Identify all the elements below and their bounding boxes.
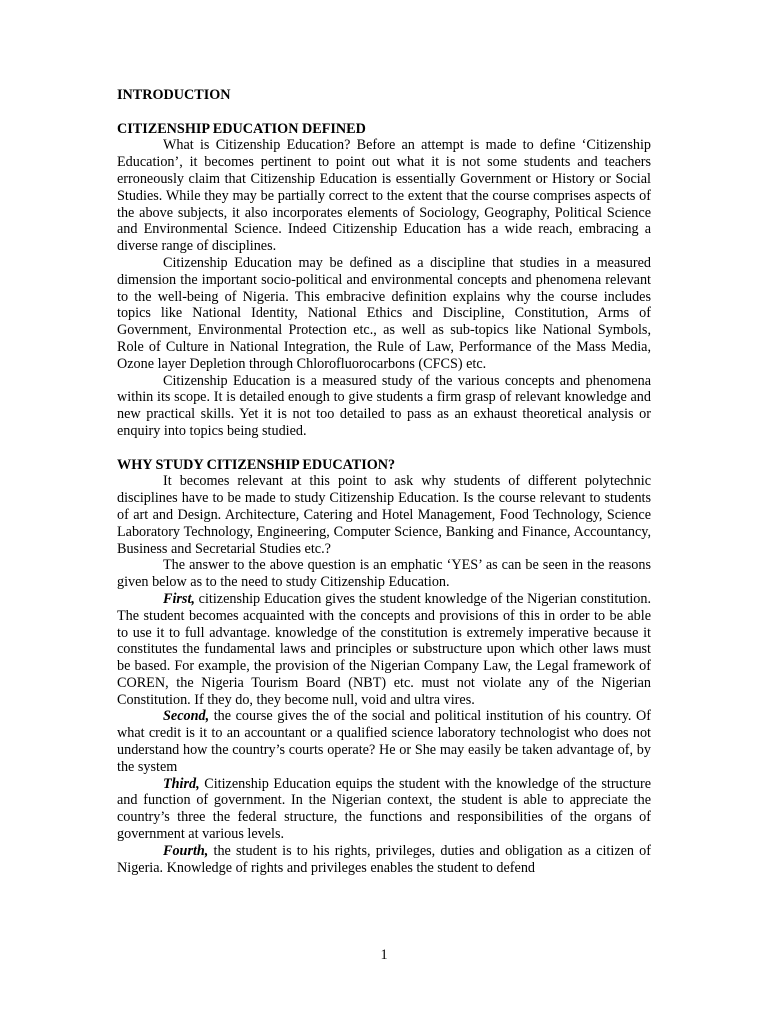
reason-text: Citizenship Education equips the student with the knowledge of the structure and function of government. In the Nigerian context, the student is able to appreciate the country’s three the federal structure, the functions and responsibilities of the organs of government at various levels. [117,775,651,843]
body-paragraph: Citizenship Education is a measured study of the various concepts and phenomena within its scope. It is detailed enough to give students a firm grasp of relevant knowledge and new practical skills. Yet it is not too detailed to pass as an exhaust theoretical analysis or enquiry into topics being studied. [117,372,651,439]
reason-lead: Second, [163,708,210,725]
reason-text: the course gives the of the social and political institution of his country. Of what credit is it to an accountant or a qualified science laboratory technologist who does not understand how the country’s courts operate? He or She may easily be taken advantage of, by the system [117,708,651,775]
reason-paragraph [117,708,651,775]
reason-paragraph [117,843,651,877]
document-page [117,87,651,876]
section-heading: WHY STUDY CITIZENSHIP EDUCATION? [117,456,396,473]
reason-lead: Fourth, [163,842,209,859]
section-citizenship-defined [117,121,651,440]
reason-paragraph [117,591,651,709]
reason-lead: Third, [163,775,200,792]
body-paragraph: It becomes relevant at this point to ask why students of different polytechnic disciplines have to be made to study Citizenship Education. Is the course relevant to students of art and Design. Architecture, Catering and Hotel Management, Food Technology, Science Laboratory Technology, Engineering, Computer Science, Banking and Finance, Accountancy, Business and Secretarial Studies etc.? [117,473,651,557]
intro-heading: INTRODUCTION [117,87,231,103]
body-paragraph: What is Citizenship Education? Before an attempt is made to define ‘Citizenship Education’, it becomes pertinent to point out what it is not some students and teachers erroneously claim that Citizenship Education is essentially Government or History or Social Studies. While they may be partially correct to the extent that the course comprises aspects of the above subjects, it also incorporates elements of Sociology, Geography, Political Science and Environmental Science. Indeed Citizenship Education has a wide reach, embracing a diverse range of disciplines. [117,137,651,255]
section-why-study [117,457,651,877]
reason-text: citizenship Education gives the student knowledge of the Nigerian constitution. The student becomes acquainted with the concepts and provisions of this in order to be able to use it to full advantage. knowledge of the constitution is extremely imperative because it constitutes the fundamental laws and principles or substructure upon which other laws must be based. For example, the provision of the Nigerian Company Law, the Legal framework of COREN, the Nigeria Tourism Board (NBT) etc. must not violate any of the Nigerian Constitution. If they do, they become null, void and ultra vires. [117,590,651,708]
page-number: 1 [380,947,388,963]
reason-paragraph [117,776,651,843]
reason-lead: First, [163,590,195,607]
body-paragraph: The answer to the above question is an emphatic ‘YES’ as can be seen in the reasons given below as to the need to study Citizenship Education. [117,557,651,591]
section-heading: CITIZENSHIP EDUCATION DEFINED [117,120,366,137]
reason-text: the student is to his rights, privileges, duties and obligation as a citizen of Nigeria. Knowledge of rights and privileges enables the student to defend [117,842,651,876]
body-paragraph: Citizenship Education may be defined as a discipline that studies in a measured dimension the important socio-political and environmental concepts and phenomena relevant to the well-being of Nigeria. This embracive definition explains why the course includes topics like National Identity, National Ethics and Discipline, Constitution, Arms of Government, Environmental Protection etc., as well as sub-topics like National Symbols, Role of Culture in National Integration, the Rule of Law, Performance of the Mass Media, Ozone layer Depletion through Chlorofluorocarbons (CFCS) etc. [117,254,651,372]
